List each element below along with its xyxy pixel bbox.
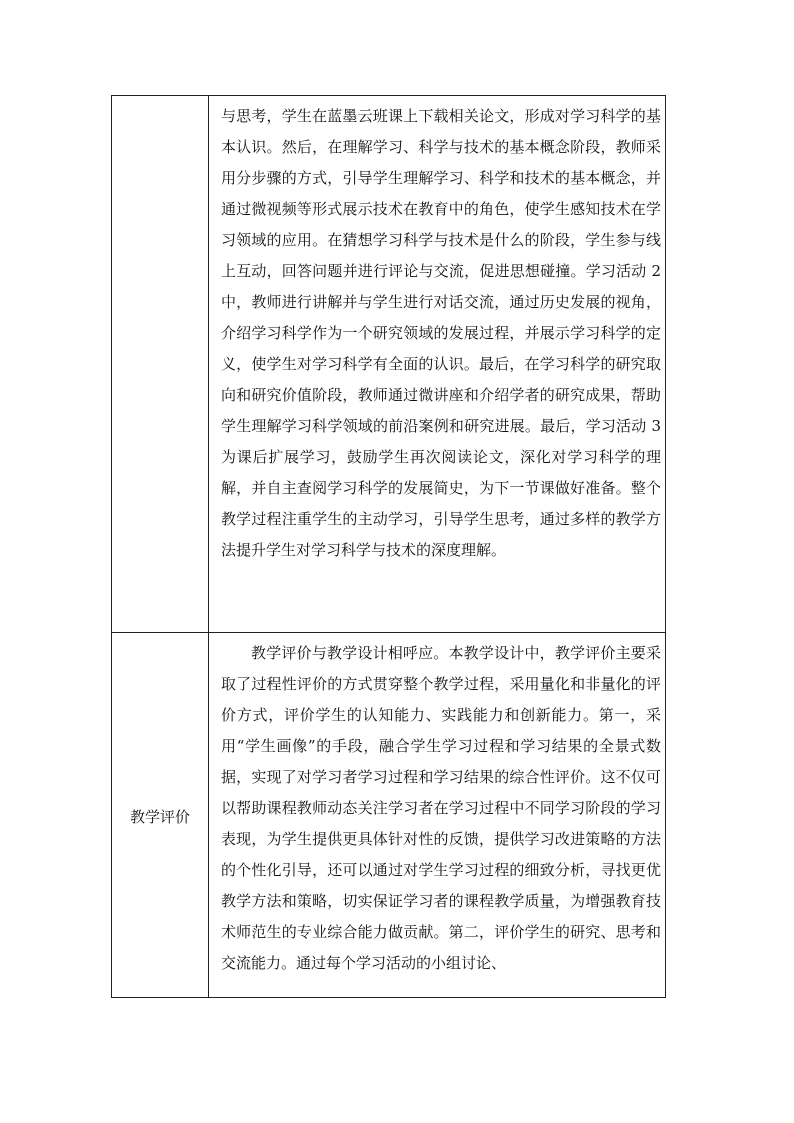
teaching-process-text: 与思考，学生在蓝墨云班课上下载相关论文，形成对学习科学的基本认识。然后，在理解学习、科学与技术的基本概念阶段，教师采用分步骤的方式，引导学生理解学习、科学和技术的基本概念，并通过微视频等形式展示技术在教育中的角色，使学生感知技术在学习领域的应用。在猜想学习科学与技术是什么的阶段，学生参与线上互动，回答问题并进行评论与交流，促进思想碰撞。学习活动 2 中，教师进行讲解并与学生进行对话交流，通过历史发展的视角，介绍学习科学作为一个研究领域的发展过程，并展示学习科学的定义，使学生对学习科学有全面的认识。最后，在学习科学的研究取向和研究价值阶段，教师通过微讲座和介绍学者的研究成果，帮助学生理解学习科学领域的前沿案例和研究进展。最后，学习活动 3 为课后扩展学习，鼓励学生再次阅读论文，深化对学习科学的理解，并自主查阅学习科学的发展简史，为下一节课做好准备。整个教学过程注重学生的主动学习，引导学生思考，通过多样的教学方法提升学生对学习科学与技术的深度理解。 <box>221 107 661 559</box>
row-divider <box>112 632 665 633</box>
teaching-evaluation-label: 教学评价 <box>129 808 190 826</box>
content-table <box>111 95 666 998</box>
teaching-process-cell <box>221 101 661 566</box>
column-divider <box>208 96 209 997</box>
teaching-evaluation-cell <box>221 638 661 979</box>
teaching-evaluation-text: 教学评价与教学设计相呼应。本教学设计中，教学评价主要采取了过程性评价的方式贯穿整个教学过程，采用量化和非量化的评价方式，评价学生的认知能力、实践能力和创新能力。第一，采用“学生画像”的手段，融合学生学习过程和学习结果的全景式数据，实现了对学习者学习过程和学习结果的综合性评价。这不仅可以帮助课程教师动态关注学习者在学习过程中不同学习阶段的学习表现，为学生提供更具体针对性的反馈，提供学习改进策略的方法的个性化引导，还可以通过对学生学习过程的细致分析，寻找更优教学方法和策略，切实保证学习者的课程教学质量，为增强教育技术师范生的专业综合能力做贡献。第二，评价学生的研究、思考和交流能力。通过每个学习活动的小组讨论、 <box>221 644 661 972</box>
